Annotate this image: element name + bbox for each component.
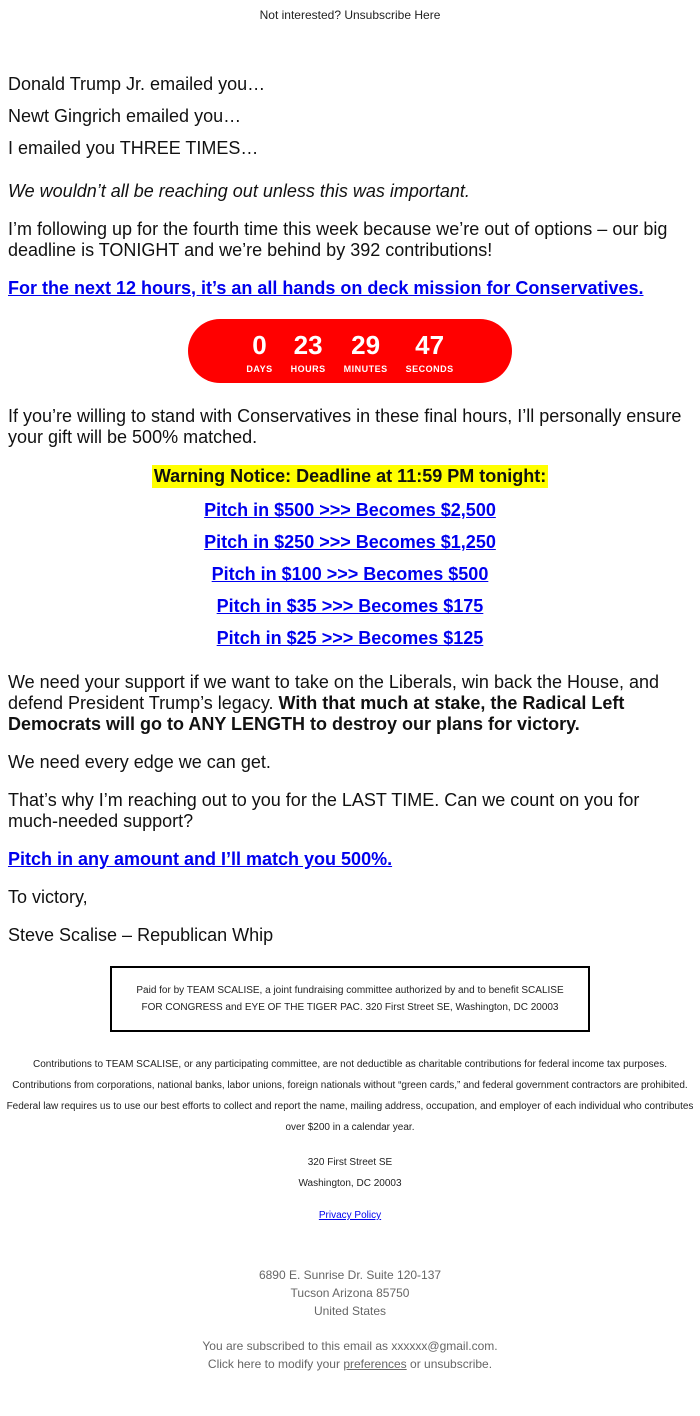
preferences-link[interactable]: preferences — [343, 1357, 407, 1371]
top-unsubscribe-bar — [0, 0, 700, 28]
signature: Steve Scalise – Republican Whip — [8, 925, 274, 945]
paid-for-box — [110, 966, 590, 1032]
email-body — [0, 74, 700, 946]
modify-line — [0, 1355, 700, 1373]
countdown-days-label: DAYS — [246, 364, 273, 374]
pitch-100-link[interactable]: Pitch in $100 >>> Becomes $500 — [211, 564, 489, 584]
last-time-paragraph: That’s why I’m reaching out to you for the LAST TIME. Can we count on you for much-needed support? — [8, 790, 640, 831]
subscription-footer — [0, 1337, 700, 1373]
countdown-seconds — [406, 332, 454, 374]
unsubscribe-link[interactable]: Not interested? Unsubscribe Here — [259, 8, 441, 22]
support-paragraph-bold: With that much at stake, the Radical Left Democrats will go to ANY LENGTH to destroy our plans for victory. — [8, 693, 625, 734]
edge-line: We need every edge we can get. — [8, 752, 271, 772]
countdown-seconds-label: SECONDS — [405, 364, 454, 374]
contribution-disclaimer: Contributions to TEAM SCALISE, or any participating committee, are not deductible as charitable contributions for federal income tax purposes. Contributions from corporations, national banks, labor unions, foreign nationals without “green cards,” and federal government contractors are prohibited. Federal law requires us to use our best efforts to collect and report the name, mailing address, occupation, and employer of each individual who contributes over $200 in a calendar year. — [6, 1059, 694, 1133]
countdown-hours — [291, 332, 326, 374]
modify-prefix: Click here to modify your — [207, 1357, 344, 1371]
committee-address — [0, 1152, 700, 1194]
pitch-250-link[interactable]: Pitch in $250 >>> Becomes $1,250 — [204, 532, 496, 552]
support-paragraph-text: We need your support if we want to take on the Liberals, win back the House, and defend President Trump’s legacy. — [8, 672, 660, 713]
paid-for-text: Paid for by TEAM SCALISE, a joint fundraising committee authorized by and to benefit SCALISE FOR CONGRESS and EYE OF THE TIGER PAC. 320 First Street SE, Washington, DC 20003 — [136, 985, 564, 1013]
countdown-timer — [188, 319, 512, 383]
countdown-minutes-label: MINUTES — [343, 364, 388, 374]
countdown-seconds-value: 47 — [415, 330, 445, 360]
countdown-minutes — [344, 332, 388, 374]
countdown-hours-label: HOURS — [290, 364, 326, 374]
countdown-days-value: 0 — [252, 330, 267, 360]
modify-suffix: or unsubscribe. — [406, 1357, 493, 1371]
sender-address — [0, 1266, 700, 1320]
address-line-2: Washington, DC 20003 — [298, 1178, 402, 1189]
countdown-minutes-value: 29 — [351, 330, 381, 360]
closing-line: To victory, — [8, 887, 88, 907]
address-line-1: 320 First Street SE — [307, 1157, 393, 1168]
countdown-hours-value: 23 — [293, 330, 323, 360]
pitch-35-link[interactable]: Pitch in $35 >>> Becomes $175 — [216, 596, 484, 616]
subscribed-text: You are subscribed to this email as xxxxxx@gmail.com. — [202, 1339, 498, 1353]
intro-line-2: Newt Gingrich emailed you… — [8, 106, 242, 126]
italic-emphasis: We wouldn’t all be reaching out unless this was important. — [8, 181, 470, 201]
privacy-policy-link[interactable]: Privacy Policy — [318, 1210, 382, 1221]
deadline-paragraph: I’m following up for the fourth time this week because we’re out of options – our big deadline is TONIGHT and we’re behind by 392 contributions! — [8, 219, 668, 260]
sender-address-line-1: 6890 E. Sunrise Dr. Suite 120-137 — [258, 1268, 442, 1282]
any-amount-link[interactable]: Pitch in any amount and I’ll match you 500%. — [8, 849, 393, 869]
countdown-days — [246, 332, 272, 374]
match-paragraph: If you’re willing to stand with Conservatives in these final hours, I’ll personally ensure your gift will be 500% matched. — [8, 406, 682, 447]
all-hands-link[interactable]: For the next 12 hours, it’s an all hands on deck mission for Conservatives. — [8, 278, 644, 298]
intro-line-1: Donald Trump Jr. emailed you… — [8, 74, 266, 94]
intro-line-3: I emailed you THREE TIMES… — [8, 138, 259, 158]
sender-address-line-3: United States — [313, 1304, 387, 1318]
privacy-wrap — [0, 1210, 700, 1221]
pitch-500-link[interactable]: Pitch in $500 >>> Becomes $2,500 — [204, 500, 496, 520]
warning-notice-wrap — [8, 465, 692, 488]
sender-address-line-2: Tucson Arizona 85750 — [290, 1286, 410, 1300]
support-paragraph — [8, 672, 692, 735]
warning-notice: Warning Notice: Deadline at 11:59 PM tonight: — [153, 466, 547, 486]
pitch-25-link[interactable]: Pitch in $25 >>> Becomes $125 — [216, 628, 484, 648]
pitch-link-list — [8, 500, 692, 649]
